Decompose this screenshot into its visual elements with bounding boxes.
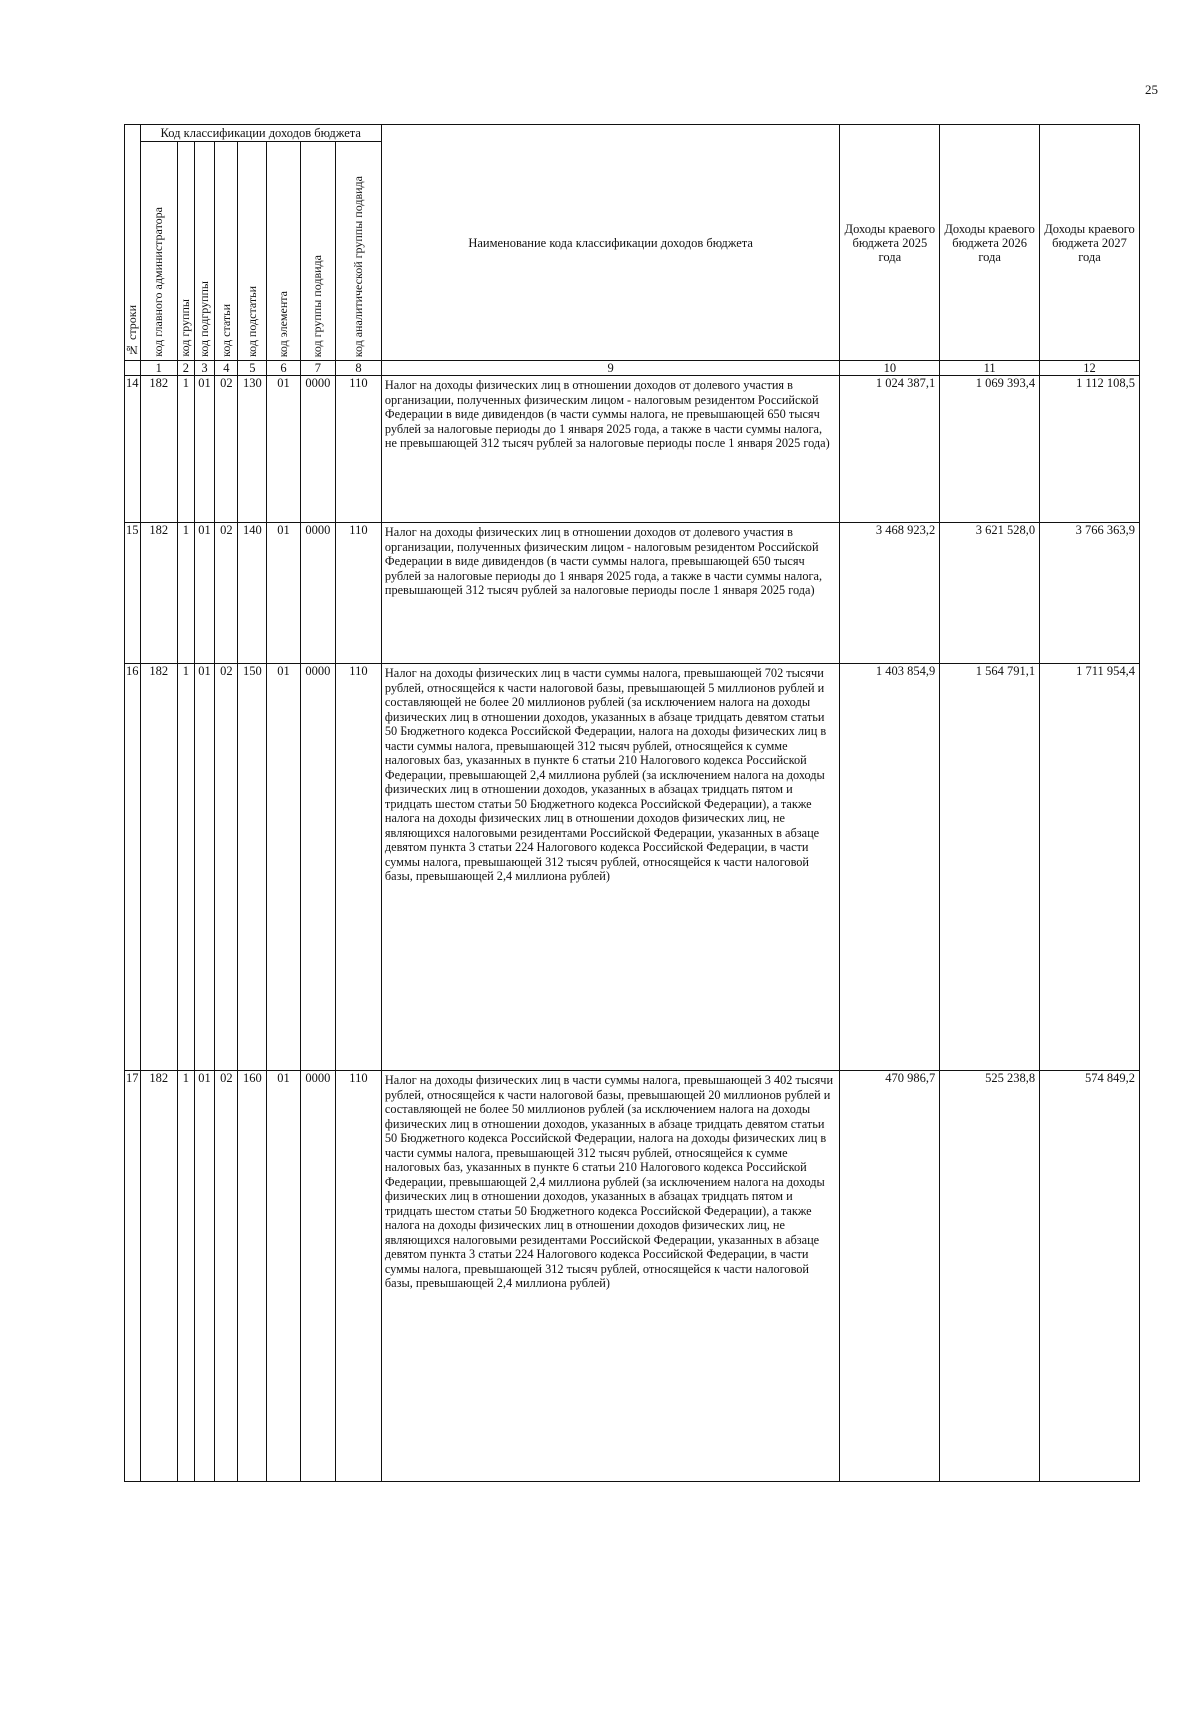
header-row-number: № строки — [125, 125, 141, 361]
income-2026: 525 238,8 — [940, 1071, 1040, 1482]
column-number: 3 — [194, 361, 215, 376]
header-income-2025: Доходы краевого бюджета 2025 года — [840, 125, 940, 361]
table-row — [125, 523, 1140, 664]
code-admin: 182 — [140, 523, 177, 664]
code-subtype-group: 0000 — [300, 376, 335, 523]
code-analytic-group: 110 — [336, 1071, 382, 1482]
column-number: 12 — [1040, 361, 1140, 376]
row-number: 15 — [125, 523, 141, 664]
code-admin: 182 — [140, 1071, 177, 1482]
column-number: 8 — [336, 361, 382, 376]
code-element: 01 — [267, 664, 300, 1071]
column-number: 7 — [300, 361, 335, 376]
row-number: 16 — [125, 664, 141, 1071]
code-element: 01 — [267, 1071, 300, 1482]
header-code-subarticle: код подстатьи — [238, 142, 267, 361]
code-subtype-group: 0000 — [300, 523, 335, 664]
header-income-2026: Доходы краевого бюджета 2026 года — [940, 125, 1040, 361]
income-2027: 1 711 954,4 — [1040, 664, 1140, 1071]
header-code-subtype-group: код группы подвида — [300, 142, 335, 361]
code-subtype-group: 0000 — [300, 664, 335, 1071]
code-article: 02 — [215, 523, 238, 664]
page-number: 25 — [1145, 82, 1158, 97]
column-number-row — [125, 361, 1140, 376]
code-article: 02 — [215, 376, 238, 523]
header-code-subgroup: код подгруппы — [194, 142, 215, 361]
column-number: 10 — [840, 361, 940, 376]
code-subgroup: 01 — [194, 664, 215, 1071]
header-code-article: код статьи — [215, 142, 238, 361]
code-group: 1 — [178, 376, 195, 523]
code-subarticle: 140 — [238, 523, 267, 664]
code-subgroup: 01 — [194, 376, 215, 523]
column-number: 2 — [178, 361, 195, 376]
code-group: 1 — [178, 664, 195, 1071]
code-group: 1 — [178, 1071, 195, 1482]
income-2025: 470 986,7 — [840, 1071, 940, 1482]
income-2025: 3 468 923,2 — [840, 523, 940, 664]
header-code-element: код элемента — [267, 142, 300, 361]
header-name: Наименование кода классификации доходов бюджета — [381, 125, 840, 361]
code-element: 01 — [267, 376, 300, 523]
code-subtype-group: 0000 — [300, 1071, 335, 1482]
column-number: 6 — [267, 361, 300, 376]
income-2026: 3 621 528,0 — [940, 523, 1040, 664]
income-2027: 574 849,2 — [1040, 1071, 1140, 1482]
income-name: Налог на доходы физических лиц в отношении доходов от долевого участия в организации, полученных физическим лицом - налоговым резидентом Российской Федерации в виде дивидендов (в части суммы налога, превышающей 650 тысяч рублей за налоговые периоды до 1 января 2025 года, а также в части суммы налога, превышающей 312 тысяч рублей за налоговые периоды после 1 января 2025 года) — [381, 523, 840, 664]
header-row-group — [125, 125, 1140, 142]
table-row — [125, 1071, 1140, 1482]
header-code-group: Код классификации доходов бюджета — [140, 125, 381, 142]
column-number: 9 — [381, 361, 840, 376]
column-number: 5 — [238, 361, 267, 376]
header-code-analytic-group: код аналитической группы подвида — [336, 142, 382, 361]
row-number: 14 — [125, 376, 141, 523]
header-income-2027: Доходы краевого бюджета 2027 года — [1040, 125, 1140, 361]
header-code-group-code: код группы — [178, 142, 195, 361]
code-article: 02 — [215, 664, 238, 1071]
income-2025: 1 024 387,1 — [840, 376, 940, 523]
table-row — [125, 376, 1140, 523]
row-number: 17 — [125, 1071, 141, 1482]
code-admin: 182 — [140, 664, 177, 1071]
income-name: Налог на доходы физических лиц в части суммы налога, превышающей 3 402 тысячи рублей, относящейся к части налоговой базы, превышающей 20 миллионов рублей и составляющей не более 50 миллионов рублей (за исключением налога на доходы физических лиц в отношении доходов, указанных в абзаце тридцать девятом статьи 50 Бюджетного кодекса Российской Федерации, налога на доходы физических лиц в части суммы налога, превышающей 312 тысяч рублей, относящейся к сумме налоговых баз, указанных в пункте 6 статьи 210 Налогового кодекса Российской Федерации, превышающей 2,4 миллиона рублей (за исключением налога на доходы физических лиц в отношении доходов, указанных в абзацах тридцать пятом и тридцать шестом статьи 50 Бюджетного кодекса Российской Федерации), а также налога на доходы физических лиц в отношении доходов физических лиц, не являющихся налоговыми резидентами Российской Федерации, указанных в абзаце девятом пункта 3 статьи 224 Налогового кодекса Российской Федерации, в части суммы налога, превышающей 312 тысяч рублей, относящейся к части налоговой базы, превышающей 2,4 миллиона рублей) — [381, 1071, 840, 1482]
code-subarticle: 150 — [238, 664, 267, 1071]
column-number: 4 — [215, 361, 238, 376]
code-analytic-group: 110 — [336, 376, 382, 523]
income-2027: 3 766 363,9 — [1040, 523, 1140, 664]
code-analytic-group: 110 — [336, 523, 382, 664]
code-analytic-group: 110 — [336, 664, 382, 1071]
column-number — [125, 361, 141, 376]
column-number: 1 — [140, 361, 177, 376]
code-article: 02 — [215, 1071, 238, 1482]
income-2025: 1 403 854,9 — [840, 664, 940, 1071]
income-2026: 1 564 791,1 — [940, 664, 1040, 1071]
header-code-admin: код главного администратора — [140, 142, 177, 361]
code-element: 01 — [267, 523, 300, 664]
income-name: Налог на доходы физических лиц в части суммы налога, превышающей 702 тысячи рублей, относящейся к части налоговой базы, превышающей 5 миллионов рублей и составляющей не более 20 миллионов рублей (за исключением налога на доходы физических лиц в отношении доходов, указанных в абзаце тридцать девятом статьи 50 Бюджетного кодекса Российской Федерации, налога на доходы физических лиц в части суммы налога, превышающей 312 тысяч рублей, относящейся к сумме налоговых баз, указанных в пункте 6 статьи 210 Налогового кодекса Российской Федерации, превышающей 2,4 миллиона рублей (за исключением налога на доходы физических лиц в отношении доходов, указанных в абзацах тридцать пятом и тридцать шестом статьи 50 Бюджетного кодекса Российской Федерации), а также налога на доходы физических лиц в отношении доходов физических лиц, не являющихся налоговыми резидентами Российской Федерации, указанных в абзаце девятом пункта 3 статьи 224 Налогового кодекса Российской Федерации, в части суммы налога, превышающей 312 тысяч рублей, относящейся к части налоговой базы, превышающей 2,4 миллиона рублей) — [381, 664, 840, 1071]
code-subgroup: 01 — [194, 1071, 215, 1482]
income-2027: 1 112 108,5 — [1040, 376, 1140, 523]
column-number: 11 — [940, 361, 1040, 376]
budget-income-table — [124, 124, 1140, 1482]
code-subarticle: 160 — [238, 1071, 267, 1482]
table-row — [125, 664, 1140, 1071]
income-2026: 1 069 393,4 — [940, 376, 1040, 523]
code-admin: 182 — [140, 376, 177, 523]
income-name: Налог на доходы физических лиц в отношении доходов от долевого участия в организации, полученных физическим лицом - налоговым резидентом Российской Федерации в виде дивидендов (в части суммы налога, не превышающей 650 тысяч рублей за налоговые периоды до 1 января 2025 года, а также в части суммы налога, не превышающей 312 тысяч рублей за налоговые периоды после 1 января 2025 года) — [381, 376, 840, 523]
code-subgroup: 01 — [194, 523, 215, 664]
code-group: 1 — [178, 523, 195, 664]
code-subarticle: 130 — [238, 376, 267, 523]
